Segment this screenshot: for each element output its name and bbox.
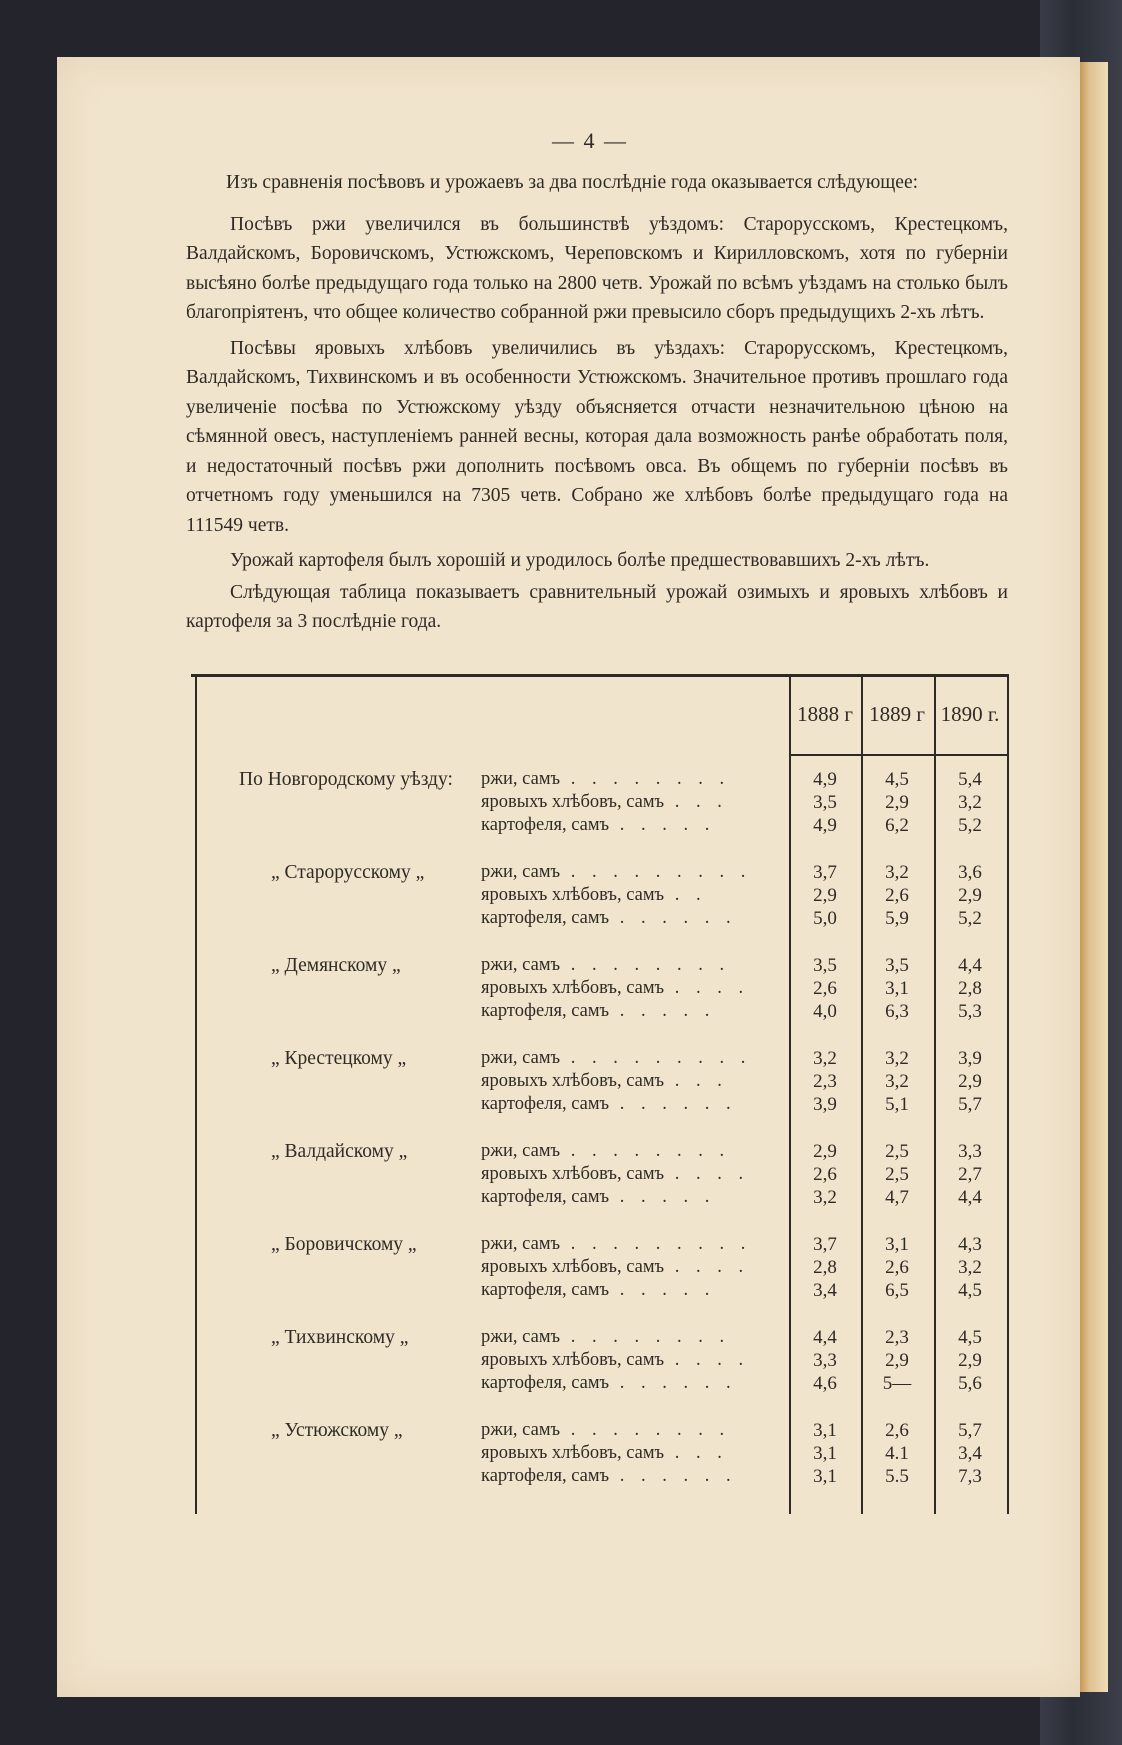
dot-leader: . . . .	[664, 978, 750, 998]
dot-leader: . . . . .	[609, 1001, 716, 1021]
yield-value: 3,1	[813, 1466, 837, 1487]
district-group	[191, 1141, 1009, 1216]
yield-value: 2,9	[958, 1350, 982, 1371]
crop-label	[481, 1350, 786, 1373]
header-rule	[789, 754, 1009, 756]
crop-name: яровыхъ хлѣбовъ, самъ	[481, 792, 665, 812]
district-name: „ Валдайскому „	[271, 1141, 408, 1162]
yield-value: 4,5	[958, 1280, 982, 1301]
district-name: „ Демянскому „	[271, 955, 401, 976]
yield-value: 7,3	[958, 1466, 982, 1487]
yield-value: 5,1	[885, 1094, 909, 1115]
yield-value: 3,3	[958, 1141, 982, 1162]
crop-name: яровыхъ хлѣбовъ, самъ	[481, 1350, 665, 1370]
yield-value: 4,9	[813, 769, 837, 790]
dot-leader: . . . . . . . .	[560, 769, 731, 789]
yield-value: 2,6	[885, 1257, 909, 1278]
crop-label	[481, 955, 786, 978]
paragraph-potato: Урожай картофеля былъ хорошій и уродилось болѣе предшествовавшихъ 2-хъ лѣтъ.	[230, 550, 930, 571]
crop-name: ржи, самъ	[481, 1048, 561, 1068]
dot-leader: . . .	[664, 1443, 728, 1463]
crop-name: яровыхъ хлѣбовъ, самъ	[481, 978, 665, 998]
dot-leader: . . . . . . . . .	[560, 862, 752, 882]
dot-leader: . . . . . .	[609, 1094, 737, 1114]
body-text	[186, 168, 1008, 643]
yield-value: 4,7	[885, 1187, 909, 1208]
yield-value: 3,2	[885, 1071, 909, 1092]
table-top-rule	[191, 674, 1009, 677]
yield-value: 3,2	[958, 792, 982, 813]
crop-label	[481, 1141, 786, 1164]
dot-leader: . . . . .	[609, 815, 716, 835]
yield-value: 2,9	[813, 1141, 837, 1162]
crop-name: картофеля, самъ	[481, 1280, 610, 1300]
yield-value: 4,9	[813, 815, 837, 836]
crop-name: картофеля, самъ	[481, 815, 610, 835]
yield-value: 2,6	[885, 885, 909, 906]
yield-value: 2,9	[958, 885, 982, 906]
paragraph-spring-crops: Посѣвы яровыхъ хлѣбовъ увеличились въ уѣздахъ: Старорусскомъ, Крестецкомъ, Валдайскомъ, Тихвинскомъ и въ особенности Устюжскомъ. Значительное противъ прошлаго года увеличеніе посѣва по Устюжскому уѣзду объясняется отчасти незначительною цѣною на сѣмянной овесъ, наступленіемъ ранней весны, которая дала возможность ранѣе обработать поля, и недостаточный посѣвъ ржи дополнить посѣвомъ овса. Въ общемъ по губерніи посѣвъ въ отчетномъ году уменьшился на 7305 четв. Собрано же хлѣбовъ болѣе предыдущаго года на 111549 четв.	[186, 337, 1008, 536]
yield-value: 5—	[882, 1373, 912, 1394]
yield-value: 3,4	[958, 1443, 982, 1464]
crop-name: ржи, самъ	[481, 1420, 561, 1440]
crop-name: картофеля, самъ	[481, 1466, 610, 1486]
yield-value: 3,5	[885, 955, 909, 976]
crop-name: картофеля, самъ	[481, 1373, 610, 1393]
district-name: „ Устюжскому „	[271, 1420, 403, 1441]
crop-label	[481, 1001, 786, 1024]
crop-name: ржи, самъ	[481, 769, 561, 789]
yield-value: 6,3	[885, 1001, 909, 1022]
yield-value: 3,2	[885, 1048, 909, 1069]
crop-name: яровыхъ хлѣбовъ, самъ	[481, 1071, 665, 1091]
yield-value: 3,1	[885, 1234, 909, 1255]
crop-label	[481, 815, 786, 838]
crop-name: яровыхъ хлѣбовъ, самъ	[481, 1443, 665, 1463]
district-group	[191, 1327, 1009, 1402]
yield-value: 5,0	[813, 908, 837, 929]
yield-value: 3,7	[813, 1234, 837, 1255]
crop-label	[481, 862, 786, 885]
dot-leader: . . .	[664, 1071, 728, 1091]
paragraph-intro: Изъ сравненія посѣвовъ и урожаевъ за два послѣдніе года оказывается слѣдующее:	[226, 172, 919, 193]
district-group	[191, 955, 1009, 1030]
district-group	[191, 1234, 1009, 1309]
yield-value: 3,3	[813, 1350, 837, 1371]
yield-value: 2,6	[885, 1420, 909, 1441]
yield-value: 3,1	[813, 1443, 837, 1464]
year-header-1889: 1889 г	[869, 702, 925, 726]
yield-value: 5,9	[885, 908, 909, 929]
yield-value: 3,2	[813, 1048, 837, 1069]
crop-label	[481, 792, 786, 815]
yield-value: 3,2	[958, 1257, 982, 1278]
yield-value: 5.5	[885, 1466, 909, 1487]
crop-name: картофеля, самъ	[481, 1187, 610, 1207]
dot-leader: . . . . . . . .	[560, 1327, 731, 1347]
dot-leader: . . . .	[664, 1164, 750, 1184]
dot-leader: . . . . . . . .	[560, 955, 731, 975]
yield-value: 4,5	[958, 1327, 982, 1348]
yield-value: 4,4	[958, 955, 982, 976]
yield-value: 2,5	[885, 1141, 909, 1162]
district-name: „ Крестецкому „	[271, 1048, 407, 1069]
yield-value: 2,8	[958, 978, 982, 999]
yield-value: 2,6	[813, 978, 837, 999]
yield-value: 4,6	[813, 1373, 837, 1394]
yield-value: 3,4	[813, 1280, 837, 1301]
crop-name: яровыхъ хлѣбовъ, самъ	[481, 1164, 665, 1184]
yield-value: 2,9	[885, 792, 909, 813]
paragraph-table-intro: Слѣдующая таблица показываетъ сравнительный урожай озимыхъ и яровыхъ хлѣбовъ и картофеля за 3 послѣдніе года.	[186, 581, 1008, 632]
yield-value: 2,5	[885, 1164, 909, 1185]
yield-value: 3,7	[813, 862, 837, 883]
crop-name: ржи, самъ	[481, 862, 561, 882]
crop-name: ржи, самъ	[481, 1234, 561, 1254]
crop-name: яровыхъ хлѣбовъ, самъ	[481, 1257, 665, 1277]
yield-value: 3,5	[813, 792, 837, 813]
dot-leader: . . . . . .	[609, 908, 737, 928]
yield-value: 5,7	[958, 1420, 982, 1441]
district-name: „ Боровичскому „	[271, 1234, 417, 1255]
district-name: „ Тихвинскому „	[271, 1327, 409, 1348]
yield-value: 3,2	[813, 1187, 837, 1208]
yield-value: 3,1	[813, 1420, 837, 1441]
yield-value: 3,2	[885, 862, 909, 883]
yield-value: 4,0	[813, 1001, 837, 1022]
crop-label	[481, 1164, 786, 1187]
yield-value: 4,3	[958, 1234, 982, 1255]
yield-value: 4.1	[885, 1443, 909, 1464]
crop-label	[481, 978, 786, 1001]
paragraph-rye: Посѣвъ ржи увеличился въ большинствѣ уѣздомъ: Старорусскомъ, Крестецкомъ, Валдайскомъ, Боровичскомъ, Устюжскомъ, Череповскомъ и Кирилловскомъ, хотя по губерніи высѣяно болѣе предыдущаго года только на 2800 четв. Урожай по всѣмъ уѣздамъ на столько былъ благопріятенъ, что общее количество собранной ржи превысило сборъ предыдущихъ 2-хъ лѣтъ.	[186, 213, 1008, 323]
dot-leader: . .	[664, 885, 707, 905]
dot-leader: . . . . .	[609, 1187, 716, 1207]
yield-value: 4,4	[958, 1187, 982, 1208]
yield-value: 5,2	[958, 908, 982, 929]
crop-name: картофеля, самъ	[481, 1001, 610, 1021]
crop-name: ржи, самъ	[481, 1327, 561, 1347]
crop-label	[481, 1187, 786, 1210]
dot-leader: . . .	[664, 792, 728, 812]
year-header-1890: 1890 г.	[940, 702, 1000, 726]
page-number: — 4 —	[552, 128, 628, 153]
dot-leader: . . . .	[664, 1257, 750, 1277]
district-group	[191, 862, 1009, 937]
yield-table	[191, 674, 1009, 1514]
yield-value: 3,6	[958, 862, 982, 883]
crop-name: картофеля, самъ	[481, 908, 610, 928]
crop-label	[481, 1071, 786, 1094]
yield-value: 2,9	[813, 885, 837, 906]
yield-value: 2,9	[958, 1071, 982, 1092]
crop-label	[481, 1257, 786, 1280]
yield-value: 3,5	[813, 955, 837, 976]
yield-value: 2,3	[885, 1327, 909, 1348]
year-header-1888: 1888 г	[797, 702, 853, 726]
dot-leader: . . . .	[664, 1350, 750, 1370]
crop-label	[481, 1327, 786, 1350]
crop-name: картофеля, самъ	[481, 1094, 610, 1114]
crop-label	[481, 1280, 786, 1303]
yield-value: 5,6	[958, 1373, 982, 1394]
yield-value: 6,5	[885, 1280, 909, 1301]
yield-value: 2,8	[813, 1257, 837, 1278]
district-name: „ Старорусскому „	[271, 862, 425, 883]
crop-label	[481, 1420, 786, 1443]
crop-name: яровыхъ хлѣбовъ, самъ	[481, 885, 665, 905]
yield-value: 3,9	[813, 1094, 837, 1115]
yield-value: 6,2	[885, 815, 909, 836]
yield-value: 2,7	[958, 1164, 982, 1185]
dot-leader: . . . . . .	[609, 1373, 737, 1393]
dot-leader: . . . . . . . . .	[560, 1048, 752, 1068]
dot-leader: . . . . . . . . .	[560, 1234, 752, 1254]
crop-label	[481, 1443, 786, 1466]
crop-label	[481, 1234, 786, 1257]
yield-value: 2,9	[885, 1350, 909, 1371]
dot-leader: . . . . .	[609, 1280, 716, 1300]
crop-label	[481, 1094, 786, 1117]
crop-name: ржи, самъ	[481, 1141, 561, 1161]
yield-value: 3,9	[958, 1048, 982, 1069]
yield-value: 3,1	[885, 978, 909, 999]
yield-value: 4,5	[885, 769, 909, 790]
dot-leader: . . . . . . . .	[560, 1141, 731, 1161]
yield-value: 5,3	[958, 1001, 982, 1022]
crop-label	[481, 1466, 786, 1489]
crop-label	[481, 1048, 786, 1071]
yield-value: 2,6	[813, 1164, 837, 1185]
crop-label	[481, 1373, 786, 1396]
yield-value: 4,4	[813, 1327, 837, 1348]
dot-leader: . . . . . .	[609, 1466, 737, 1486]
crop-name: ржи, самъ	[481, 955, 561, 975]
district-group	[191, 1048, 1009, 1123]
district-group	[191, 769, 1009, 844]
yield-value: 2,3	[813, 1071, 837, 1092]
district-group	[191, 1420, 1009, 1495]
crop-label	[481, 769, 786, 792]
crop-label	[481, 908, 786, 931]
page-edge	[1080, 62, 1108, 1692]
yield-value: 5,4	[958, 769, 982, 790]
yield-value: 5,2	[958, 815, 982, 836]
dot-leader: . . . . . . . .	[560, 1420, 731, 1440]
yield-value: 5,7	[958, 1094, 982, 1115]
district-name: По Новгородскому уѣзду:	[239, 769, 453, 790]
crop-label	[481, 885, 786, 908]
